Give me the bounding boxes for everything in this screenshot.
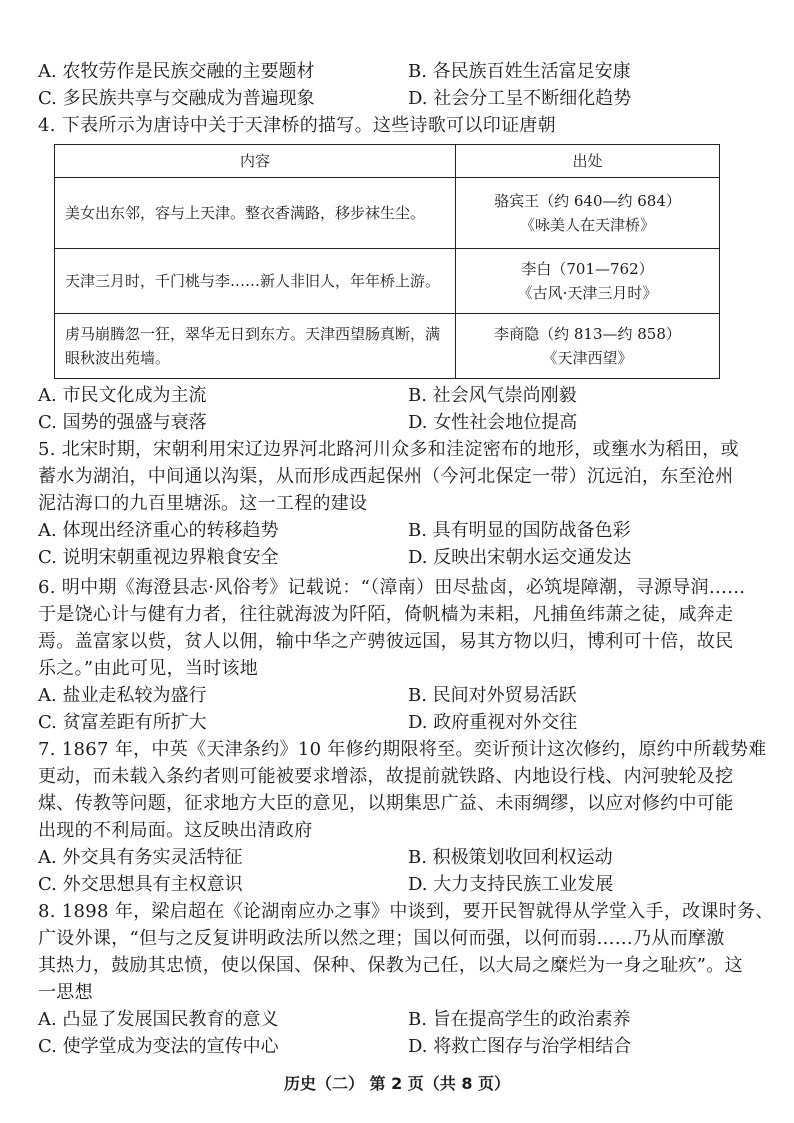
q6-option-d: D. 政府重视对外交往 [408,712,578,733]
q5-stem-line: 5. 北宋时期，宋朝利用宋辽边界河北路河川众多和洼淀密布的地形，或壅水为稻田，或 [38,439,739,460]
poem-title: 《天津西望》 [542,349,633,367]
q7-stem-line: 煤、传教等问题，征求地方大臣的意见，以期集思广益、未雨绸缪，以应对修约中可能 [38,793,734,814]
q8-option-c: C. 使学堂成为变法的宣传中心 [38,1036,279,1057]
table-row [55,249,720,314]
q6-options-row-2 [38,710,754,736]
q6-option-c: C. 贫富差距有所扩大 [38,712,207,733]
q5-options-row-1 [38,518,754,544]
table-row [55,314,720,379]
q8-option-d: D. 将救亡图存与治学相结合 [408,1036,632,1057]
q8-stem-line: 广设外课，“但与之反复讲明政法所以然之理；国以何而强，以何而弱……乃从而摩激 [38,928,725,949]
q6-stem-line: 焉。盖富家以赀，贫人以佣，输中华之产骋彼远国，易其方物以归，博利可十倍，故民 [38,631,734,652]
q4-option-d: D. 女性社会地位提高 [408,412,578,433]
q4-option-a: A. 市民文化成为主流 [38,385,207,406]
q6-stem-line: 于是饶心计与健有力者，往往就海波为阡陌，倚帆樯为耒耜，凡捕鱼纬萧之徒，咸奔走 [38,604,734,625]
q4-stem: 4. 下表所示为唐诗中关于天津桥的描写。这些诗歌可以印证唐朝 [38,115,556,136]
q8-option-a: A. 凸显了发展国民教育的意义 [38,1009,279,1030]
q5-option-a: A. 体现出经济重心的转移趋势 [38,520,279,541]
poem-content: 虏马崩腾忽一狂，翠华无日到东方。天津西望肠真断，满眼秋波出苑墙。 [55,314,456,379]
table-row [55,178,720,249]
q3-options-row-1 [38,59,754,85]
q5-options-row-2 [38,545,754,571]
q3-options-row-2 [38,86,754,112]
q4-option-c: C. 国势的强盛与衰落 [38,412,207,433]
poem-source [456,178,720,249]
q5-stem-line: 蓄水为湖泊，中间通以沟渠，从而形成西起保州（今河北保定一带）沉远泊，东至沧州 [38,466,734,487]
q5-stem-line: 泥沽海口的九百里塘泺。这一工程的建设 [38,493,368,514]
q8-stem-line: 8. 1898 年，梁启超在《论湖南应办之事》中谈到，要开民智就得从学堂入手，改课时务、 [38,901,774,922]
q3-option-a: A. 农牧劳作是民族交融的主要题材 [38,61,315,82]
q7-options-row-1 [38,845,754,871]
q8-option-b: B. 旨在提高学生的政治素养 [408,1009,631,1030]
q7-stem-line: 出现的不利局面。这反映出清政府 [38,820,313,841]
q6-option-b: B. 民间对外贸易活跃 [408,685,577,706]
poem-title: 《古风·天津三月时》 [517,284,658,302]
q8-options-row-2 [38,1034,754,1060]
q7-option-b: B. 积极策划收回利权运动 [408,847,613,868]
q3-option-c: C. 多民族共享与交融成为普遍现象 [38,88,315,109]
table-header-content: 内容 [55,145,456,178]
q5-option-b: B. 具有明显的国防战备色彩 [408,520,631,541]
poem-author: 李白（701—762） [521,260,654,278]
q6-options-row-1 [38,683,754,709]
q6-option-a: A. 盐业走私较为盛行 [38,685,207,706]
q8-stem-line: 一思想 [38,982,93,1003]
q4-option-b: B. 社会风气崇尚刚毅 [408,385,577,406]
q6-stem-line: 乐之。”由此可见，当时该地 [38,658,259,679]
q4-options-row-2 [38,410,754,436]
poem-author: 李商隐（约 813—约 858） [494,325,681,343]
q7-option-c: C. 外交思想具有主权意识 [38,874,243,895]
poem-content: 美女出东邻，容与上天津。整衣香满路，移步袜生尘。 [55,178,456,249]
q7-options-row-2 [38,872,754,898]
q5-option-d: D. 反映出宋朝水运交通发达 [408,547,632,568]
q4-options-row-1 [38,383,754,409]
q7-option-d: D. 大力支持民族工业发展 [408,874,614,895]
q8-options-row-1 [38,1007,754,1033]
q8-stem-line: 其热力，鼓励其忠愤，使以保国、保种、保教为己任，以大局之糜烂为一身之耻疚”。这 [38,955,743,976]
poem-author: 骆宾王（约 640—约 684） [494,192,681,210]
q7-stem-line: 7. 1867 年，中英《天津条约》10 年修约期限将至。奕䜣预计这次修约，原约中所载势难 [38,739,767,760]
q7-option-a: A. 外交具有务实灵活特征 [38,847,243,868]
poem-table [54,144,720,379]
poem-source [456,249,720,314]
q3-option-d: D. 社会分工呈不断细化趋势 [408,88,632,109]
q3-option-b: B. 各民族百姓生活富足安康 [408,61,631,82]
page-footer: 历史（二） 第 2 页（共 8 页） [283,1074,511,1093]
q5-option-c: C. 说明宋朝重视边界粮食安全 [38,547,279,568]
table-header-source: 出处 [456,145,720,178]
q6-stem-line: 6. 明中期《海澄县志·风俗考》记载说：“（漳南）田尽盐卤，必筑堤障潮，寻源导润…… [38,577,746,598]
poem-title: 《咏美人在天津桥》 [519,216,655,234]
poem-content: 天津三月时，千门桃与李……新人非旧人，年年桥上游。 [55,249,456,314]
q7-stem-line: 更动，而未载入条约者则可能被要求增添，故提前就铁路、内地设行栈、内河驶轮及挖 [38,766,734,787]
poem-source [456,314,720,379]
